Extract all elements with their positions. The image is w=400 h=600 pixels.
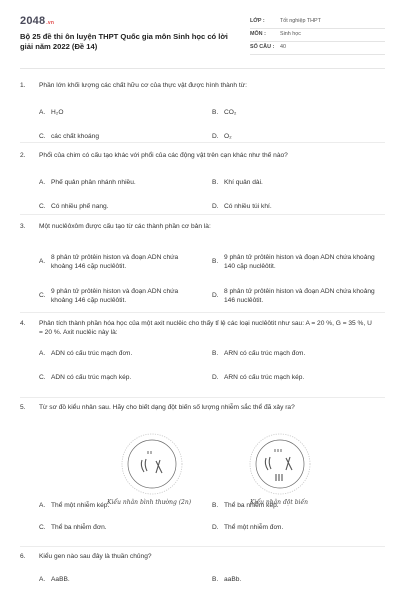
option-letter: D.: [212, 373, 219, 381]
option-letter: A.: [39, 502, 46, 509]
normal-karyotype-cell: [122, 434, 182, 494]
question-divider: [20, 142, 385, 143]
option-text: O₂: [224, 132, 232, 140]
option-letter: D.: [212, 291, 219, 299]
option-a[interactable]: [39, 109, 63, 118]
question-2: [20, 152, 380, 217]
mutant-karyotype-cell: [250, 434, 310, 494]
option-text: Có nhiều túi khí.: [224, 202, 272, 210]
option-b[interactable]: [212, 254, 377, 272]
option-text: ADN có cấu trúc mạch đơn.: [51, 349, 133, 357]
question-body: Một nuclêôxôm được cấu tạo từ các thành phần cơ bản là:: [39, 223, 211, 230]
option-a[interactable]: [39, 179, 136, 188]
meta-row-subject: [250, 29, 385, 42]
meta-key: SỐ CÂU :: [250, 44, 275, 51]
question-number: 4.: [20, 320, 26, 327]
question-4: [20, 320, 380, 406]
option-letter: B.: [212, 575, 219, 583]
option-b[interactable]: [212, 576, 241, 585]
option-d[interactable]: [212, 203, 272, 212]
option-text: ADN có cấu trúc mạch kép.: [51, 373, 132, 381]
question-number: 3.: [20, 223, 26, 230]
option-letter: A.: [39, 257, 46, 265]
option-c[interactable]: [39, 133, 99, 142]
meta-key: LỚP :: [250, 18, 265, 25]
option-letter: D.: [212, 202, 219, 210]
meta-key: MÔN :: [250, 31, 266, 38]
question-body: Phần lớn khối lượng các chất hữu cơ của thực vật được hình thành từ:: [39, 82, 247, 89]
option-letter: B.: [212, 349, 219, 357]
meta-value: 40: [280, 44, 286, 51]
option-b[interactable]: [212, 350, 305, 359]
option-a[interactable]: [39, 350, 132, 359]
question-text: [20, 82, 380, 91]
meta-row-count: [250, 42, 385, 55]
option-text: Thể một nhiễm đơn.: [224, 524, 284, 531]
question-text: [20, 223, 380, 232]
option-text: ARN có cấu trúc mạch kép.: [224, 373, 305, 381]
option-c[interactable]: [39, 374, 131, 383]
option-letter: D.: [212, 132, 219, 140]
option-text: Thể ba nhiễm kép.: [224, 502, 279, 509]
option-a[interactable]: [39, 502, 109, 511]
question-text: [20, 553, 380, 562]
option-b[interactable]: [212, 109, 236, 118]
options: [39, 500, 380, 548]
option-letter: B.: [212, 108, 219, 116]
option-c[interactable]: [39, 288, 199, 306]
option-letter: C.: [39, 373, 46, 381]
meta-value: Sinh học: [280, 31, 301, 38]
option-d[interactable]: [212, 133, 232, 142]
option-text: 8 phân tử prôtêin histon và đoạn ADN chứa khoảng 146 nuclêôtit.: [224, 287, 375, 304]
site-logo[interactable]: [20, 14, 54, 29]
option-letter: C.: [39, 202, 46, 210]
option-letter: A.: [39, 575, 46, 583]
question-6: [20, 553, 380, 592]
question-divider: [20, 397, 385, 398]
option-letter: A.: [39, 108, 46, 116]
option-text: 9 phân tử prôtêin histon và đoạn ADN chứa khoảng 140 cặp nuclêôtit.: [224, 253, 375, 270]
option-text: Khí quản dài.: [224, 178, 263, 186]
option-text: Phế quản phân nhánh nhiều.: [51, 178, 136, 186]
options: [39, 562, 380, 592]
page-title: Bộ 25 đề thi ôn luyện THPT Quốc gia môn Sinh học có lời giải năm 2022 (Đề 14): [20, 32, 228, 51]
option-text: H₂O: [51, 108, 64, 116]
option-a[interactable]: [39, 576, 70, 585]
option-d[interactable]: [212, 374, 304, 383]
option-text: Thể ba nhiễm đơn.: [51, 524, 107, 531]
option-b[interactable]: [212, 179, 263, 188]
question-divider: [20, 214, 385, 215]
option-text: các chất khoáng: [51, 132, 100, 140]
option-letter: C.: [39, 524, 46, 531]
option-letter: C.: [39, 132, 46, 140]
question-body: Phân tích thành phần hóa học của một axit nuclêic cho thấy tỉ lệ các loại nuclêôtit như sau: A = 20 %, G = 35 %, U = 20 %. Axit nuclêic này là:: [39, 320, 372, 336]
question-body: Phổi của chim có cấu tạo khác với phổi của các động vật trên cạn khác như thế nào?: [39, 152, 288, 159]
logo-suffix: .vn: [46, 20, 55, 26]
option-letter: B.: [212, 178, 219, 186]
option-text: AaBB.: [51, 575, 70, 583]
options: [39, 338, 380, 406]
option-letter: B.: [212, 502, 219, 509]
option-text: CO₂: [224, 108, 237, 116]
option-text: ARN có cấu trúc mạch đơn.: [224, 349, 306, 357]
question-body: Từ sơ đồ kiểu nhân sau. Hãy cho biết dạng đột biến số lượng nhiễm sắc thể đã xảy ra?: [39, 404, 295, 411]
options: [39, 232, 380, 316]
question-5: [20, 404, 380, 413]
question-body: Kiểu gen nào sau đây là thuần chủng?: [39, 553, 152, 560]
question-1: [20, 82, 380, 151]
question-number: 1.: [20, 82, 26, 89]
options: [39, 161, 380, 217]
meta-value: Tốt nghiệp THPT: [280, 18, 321, 25]
option-letter: D.: [212, 524, 219, 531]
question-number: 2.: [20, 152, 26, 159]
page-header: [20, 12, 385, 62]
question-text: [20, 320, 380, 338]
figure-caption-left: Kiểu nhân bình thường (2n): [107, 499, 192, 506]
question-divider: [20, 312, 385, 313]
option-c[interactable]: [39, 524, 107, 533]
option-text: 9 phân tử prôtêin histon và đoạn ADN chứa khoảng 146 cặp nuclêôtit.: [51, 287, 179, 304]
option-b[interactable]: [212, 502, 279, 511]
option-c[interactable]: [39, 203, 109, 212]
question-number: 5.: [20, 404, 26, 411]
logo-text: 2048: [20, 15, 46, 27]
option-text: Thể một nhiễm kép.: [51, 502, 110, 509]
option-d[interactable]: [212, 524, 283, 533]
option-a[interactable]: [39, 254, 199, 272]
question-5-options: [20, 500, 380, 548]
option-letter: B.: [212, 257, 219, 265]
question-number: 6.: [20, 553, 26, 560]
question-text: [20, 152, 380, 161]
meta-row-class: [250, 16, 385, 29]
option-d[interactable]: [212, 288, 377, 306]
option-text: 8 phân tử prôtêin histon và đoạn ADN chứa khoảng 146 cặp nuclêôtit.: [51, 253, 179, 270]
exam-meta: [250, 16, 385, 55]
figure-caption-right: Kiểu nhân đột biến: [250, 499, 309, 506]
question-3: [20, 223, 380, 316]
option-letter: A.: [39, 178, 46, 186]
option-text: aaBb.: [224, 575, 242, 583]
question-divider: [20, 546, 385, 547]
option-text: Có nhiều phế nang.: [51, 202, 109, 210]
header-divider: [20, 68, 385, 69]
question-text: [20, 404, 380, 413]
option-letter: C.: [39, 291, 46, 299]
option-letter: A.: [39, 349, 46, 357]
